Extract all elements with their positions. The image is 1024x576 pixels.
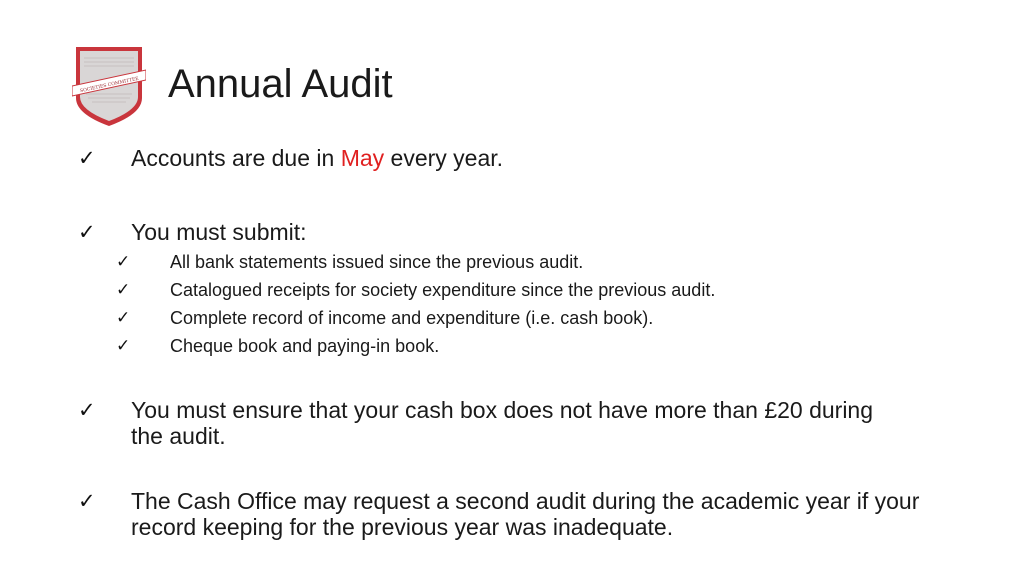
highlight-month: May: [340, 145, 385, 171]
checkmark-icon: ✓: [78, 398, 96, 422]
bullet-text: You must ensure that your cash box does not have more than £20 during the audit.: [131, 397, 874, 449]
bullet-text: [131, 145, 961, 171]
checkmark-icon: ✓: [116, 336, 131, 356]
sub-bullet-text: Catalogued receipts for society expenditure since the previous audit.: [170, 280, 716, 300]
checkmark-icon: ✓: [116, 308, 131, 328]
sub-bullet-text: All bank statements issued since the previous audit.: [170, 252, 584, 272]
checkmark-icon: ✓: [116, 280, 131, 300]
checkmark-icon: ✓: [78, 489, 96, 513]
sub-bullet-text: Cheque book and paying-in book.: [170, 336, 440, 356]
bullet-text-after: every year.: [384, 145, 504, 171]
bullet-text-before: Accounts are due in: [131, 145, 341, 171]
bullet-text: The Cash Office may request a second audit during the academic year if your record keeping for the previous year was inadequate.: [131, 488, 920, 540]
sub-bullet-text: Complete record of income and expenditure (i.e. cash book).: [170, 308, 654, 328]
societies-committee-logo: [72, 44, 146, 128]
logo-banner-text: SOCIETIES COMMITTEE: [79, 76, 140, 95]
checkmark-icon: ✓: [78, 146, 96, 170]
bullet-text: You must submit:: [131, 219, 307, 245]
slide-title: Annual Audit: [168, 62, 393, 106]
checkmark-icon: ✓: [116, 252, 131, 272]
checkmark-icon: ✓: [78, 220, 96, 244]
